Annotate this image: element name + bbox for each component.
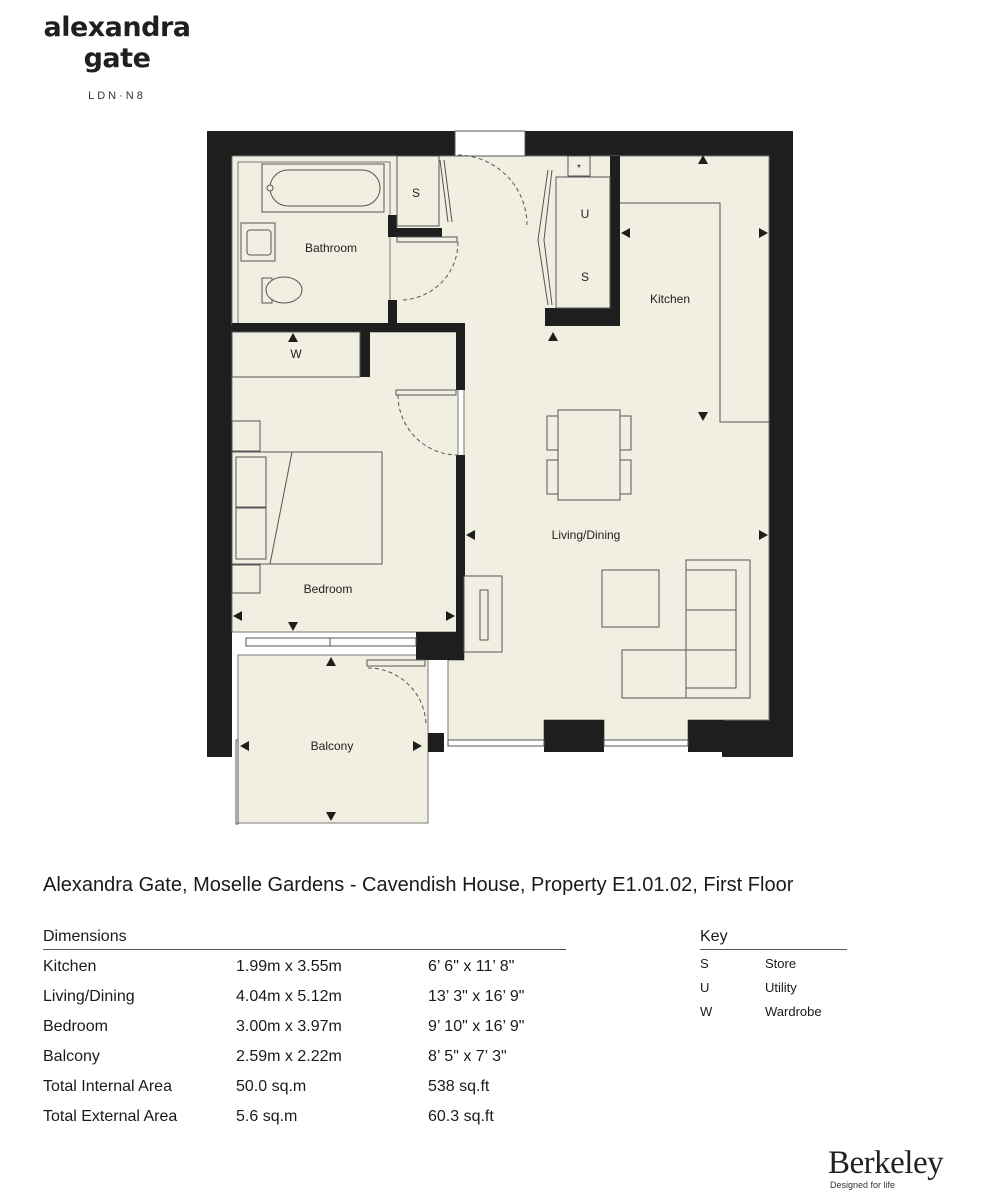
imperial-size: 8’ 5" x 7’ 3": [428, 1048, 507, 1065]
brand-tagline: Designed for life: [830, 1180, 896, 1190]
utility-marker: U: [580, 207, 590, 221]
pillow-1: [236, 457, 266, 507]
metric-size: 4.04m x 5.12m: [236, 988, 342, 1005]
bathtub-basin: [270, 170, 380, 206]
bathroom-label: Bathroom: [304, 241, 358, 255]
dining-chair: [620, 416, 631, 450]
sofa-chaise: [622, 650, 688, 698]
berkeley-logo: [828, 1146, 948, 1190]
metric-size: 5.6 sq.m: [236, 1108, 298, 1125]
balcony-label: Balcony: [310, 739, 354, 753]
bedside-table-top: [232, 421, 260, 451]
imperial-size: 60.3 sq.ft: [428, 1108, 494, 1125]
bedroom-furniture: [232, 332, 382, 593]
metric-size: 1.99m x 3.55m: [236, 958, 342, 975]
table-row: [43, 1100, 566, 1130]
metric-size: 3.00m x 3.97m: [236, 1018, 342, 1035]
tap-icon: [267, 185, 273, 191]
table-row: [43, 1070, 566, 1100]
list-item: [700, 974, 847, 998]
imperial-size: 9’ 10" x 16’ 9": [428, 1018, 525, 1035]
dining-table: [558, 410, 620, 500]
table-row: [43, 980, 566, 1010]
list-item: [700, 998, 847, 1022]
logo-line-1: alexandra: [43, 12, 191, 43]
dining-chair: [620, 460, 631, 494]
logo-location: LDN·N8: [88, 90, 146, 102]
table-row: [43, 950, 566, 980]
metric-size: 2.59m x 2.22m: [236, 1048, 342, 1065]
imperial-size: 538 sq.ft: [428, 1078, 490, 1095]
room-name: Balcony: [43, 1048, 100, 1065]
dining-chair: [547, 416, 558, 450]
coffee-table: [602, 570, 659, 627]
list-item: [700, 950, 847, 974]
room-name: Total Internal Area: [43, 1078, 172, 1095]
key-heading: Key: [700, 928, 847, 950]
metric-size: 50.0 sq.m: [236, 1078, 307, 1095]
store-marker-2: S: [580, 270, 590, 284]
key-label: Utility: [765, 980, 797, 995]
key-code: U: [700, 980, 710, 995]
key-code: W: [700, 1004, 713, 1019]
property-title: Alexandra Gate, Moselle Gardens - Cavendish House, Property E1.01.02, First Floor: [43, 874, 794, 896]
dining-chair: [547, 460, 558, 494]
brand-name: Berkeley: [828, 1145, 944, 1181]
room-name: Total External Area: [43, 1108, 178, 1125]
kitchen-label: Kitchen: [649, 292, 691, 306]
imperial-size: 13’ 3" x 16’ 9": [428, 988, 525, 1005]
wardrobe-marker: W: [290, 347, 302, 361]
dimensions-table: [43, 928, 566, 1130]
table-row: [43, 1040, 566, 1070]
room-name: Kitchen: [43, 958, 97, 975]
bedside-table-bottom: [232, 565, 260, 593]
room-name: Bedroom: [43, 1018, 108, 1035]
key-label: Wardrobe: [765, 1004, 822, 1019]
key-label: Store: [765, 956, 797, 971]
pillow-2: [236, 508, 266, 559]
key-code: S: [700, 956, 709, 971]
dimensions-heading: Dimensions: [43, 928, 566, 950]
room-name: Living/Dining: [43, 988, 135, 1005]
toilet-bowl: [266, 277, 302, 303]
store-marker: S: [411, 186, 421, 200]
bedroom-label: Bedroom: [303, 582, 353, 596]
asterisk-marker: *: [577, 163, 581, 174]
imperial-size: 6’ 6" x 11’ 8": [428, 958, 515, 975]
table-row: [43, 1010, 566, 1040]
key-legend: [700, 928, 847, 1022]
logo-line-2: gate: [83, 43, 151, 74]
living-dining-label: Living/Dining: [551, 528, 621, 542]
